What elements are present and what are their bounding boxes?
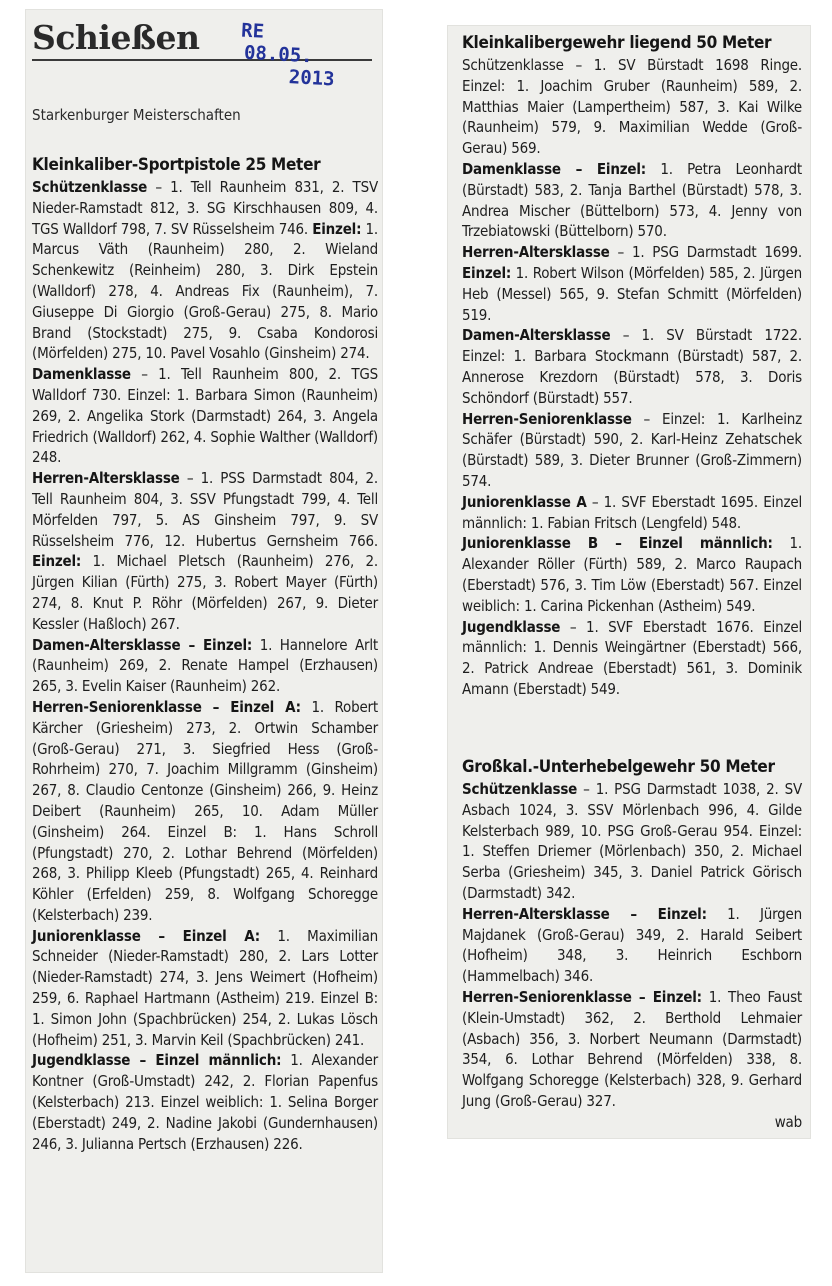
class-label: Damenklasse – Einzel: <box>462 159 646 178</box>
results-text: 1. Petra Leonhardt (Bürstadt) 583, 2. Tanja Barthel (Bürstadt) 578, 3. Andrea Mischer (Büttelborn) 573, 4. Jenny von Trzebiatowski (Büttelborn) 570. <box>462 159 802 241</box>
class-label: Damen-Altersklasse – Einzel: <box>32 635 253 654</box>
results-paragraph <box>462 904 802 987</box>
results-text: – 1. Tell Raunheim 831, 2. TSV Nieder-Ramstadt 812, 3. SG Kirschhausen 809, 4. TGS Walldorf 798, 7. SV Rüsselsheim 746. <box>32 178 378 238</box>
left-clipping <box>26 10 382 1272</box>
article-rifle-prone-50m <box>462 32 802 700</box>
class-label: Herren-Seniorenklasse – Einzel: <box>462 987 702 1006</box>
results-paragraph <box>32 468 378 634</box>
results-text: 1. Robert Wilson (Mörfelden) 585, 2. Jürgen Heb (Messel) 565, 9. Stefan Schmitt (Mörfelden) 519. <box>462 263 802 324</box>
results-text: – 1. Tell Raunheim 800, 2. TGS Walldorf 730. Einzel: 1. Barbara Simon (Raunheim) 269, 2. Angelika Stork (Darmstadt) 264, 3. Angela Friedrich (Walldorf) 262, 4. Sophie Walther (Walldorf) 248. <box>32 365 378 467</box>
results-text: Schützenklasse – 1. SV Bürstadt 1698 Ringe. Einzel: 1. Joachim Gruber (Raunheim) 589, 2. Matthias Maier (Lampertheim) 587, 3. Kai Wilke (Raunheim) 579, 9. Maximilian Wedde (Groß-Gerau) 569. <box>462 56 802 158</box>
class-label: Herren-Altersklasse – Einzel: <box>462 904 707 923</box>
class-label: Schützenklasse <box>32 178 148 196</box>
right-clipping <box>448 26 810 1138</box>
class-label: Einzel: <box>462 263 512 282</box>
results-text: 1. Alexander Kontner (Groß-Umstadt) 242, 2. Florian Papenfus (Kelsterbach) 213. Einzel weiblich: 1. Selina Borger (Eberstadt) 249, 2. Nadine Jakobi (Gundernhausen) 246, 3. Julianna Pertsch (Erzhausen) 226. <box>32 1051 378 1153</box>
results-paragraph <box>462 617 802 700</box>
class-label: Juniorenklasse A <box>462 492 587 511</box>
results-text: – Einzel: 1. Karlheinz Schäfer (Bürstadt) 590, 2. Karl-Heinz Zehatschek (Bürstadt) 589, 3. Dieter Brunner (Groß-Zimmern) 574. <box>462 409 802 490</box>
handwritten-date-note <box>238 20 337 91</box>
class-label: Jugendklasse – Einzel männlich: <box>32 1051 282 1070</box>
handwritten-line: 2013 <box>288 66 336 91</box>
results-paragraph <box>32 364 378 468</box>
results-paragraph <box>32 635 378 697</box>
article-heading: Großkal.-Unterhebelgewehr 50 Meter <box>462 757 775 777</box>
results-paragraph <box>462 159 802 242</box>
results-paragraph <box>462 779 802 904</box>
results-text: 1. Maximilian Schneider (Nieder-Ramstadt) 280, 2. Lars Lotter (Nieder-Ramstadt) 274, 3. Jens Weimert (Hofheim) 259, 6. Raphael Hartmann (Astheim) 219. Einzel B: 1. Simon John (Spachbrücken) 254, 2. Lukas Lösch (Hofheim) 251, 3. Marvin Keil (Spachbrücken) 241. <box>32 926 378 1049</box>
results-paragraph <box>32 1050 378 1154</box>
results-paragraph <box>462 987 802 1112</box>
results-text: 1. Michael Pletsch (Raunheim) 276, 2. Jürgen Kilian (Fürth) 275, 3. Robert Mayer (Fürth) 274, 8. Knut P. Röhr (Mörfelden) 267, 9. Dieter Kessler (Haßloch) 267. <box>32 552 378 633</box>
results-paragraph <box>462 55 802 159</box>
article-pistol-25m <box>32 154 378 1154</box>
results-text: 1. Robert Kärcher (Griesheim) 273, 2. Ortwin Schamber (Groß-Gerau) 271, 3. Siegfried Hess (Groß-Rohrheim) 270, 7. Joachim Millgramm (Ginsheim) 267, 8. Claudio Centonze (Ginsheim) 266, 9. Heinz Deibert (Raunheim) 265, 10. Adam Müller (Ginsheim) 264. Einzel B: 1. Hans Schroll (Pfungstadt) 270, 2. Lothar Behrend (Mörfelden) 268, 3. Philipp Kleeb (Pfungstadt) 265, 4. Reinhard Köhler (Erfelden) 259, 8. Wolfgang Schoregge (Kelsterbach) 239. <box>32 697 378 924</box>
handwritten-line: 08.05. <box>243 41 314 68</box>
class-label: Herren-Seniorenklasse – Einzel A: <box>32 697 301 716</box>
class-label: Damen-Altersklasse <box>462 326 611 345</box>
class-label: Schützenklasse <box>462 780 578 798</box>
results-text: 1. Alexander Röller (Fürth) 589, 2. Marco Raupach (Eberstadt) 576, 3. Tim Löw (Eberstadt) 567. Einzel weiblich: 1. Carina Pickenhan (Astheim) 549. <box>462 534 802 615</box>
results-paragraph <box>32 697 378 926</box>
class-label: Juniorenklasse – Einzel A: <box>32 926 261 945</box>
class-label: Einzel: <box>32 552 82 571</box>
results-paragraph <box>462 325 802 408</box>
results-text: 1. Jürgen Majdanek (Groß-Gerau) 349, 2. Harald Seibert (Hofheim) 348, 3. Heinrich Eschborn (Hammelbach) 346. <box>462 904 802 986</box>
handwritten-line: RE <box>240 19 265 43</box>
results-paragraph <box>462 533 802 616</box>
results-text: – 1. PSS Darmstadt 804, 2. Tell Raunheim 804, 3. SSV Pfungstadt 799, 4. Tell Mörfelden 797, 5. AS Ginsheim 797, 9. SV Rüsselsheim 776, 12. Hubertus Gernsheim 766. <box>32 469 378 550</box>
results-text: 1. Theo Faust (Klein-Umstadt) 362, 2. Berthold Lehmaier (Asbach) 356, 3. Norbert Neumann (Darmstadt) 354, 6. Lothar Behrend (Mörfelden) 338, 8. Wolfgang Schoregge (Kelsterbach) 328, 9. Gerhard Jung (Groß-Gerau) 327. <box>462 987 802 1110</box>
class-label: Herren-Altersklasse <box>462 243 610 262</box>
subtitle: Starkenburger Meisterschaften <box>32 106 241 124</box>
results-paragraph <box>32 926 378 1051</box>
results-paragraph <box>462 492 802 534</box>
results-text: – 1. SV Bürstadt 1722. Einzel: 1. Barbara Stockmann (Bürstadt) 587, 2. Annerose Krezdorn (Bürstadt) 578, 3. Doris Schöndorf (Bürstadt) 557. <box>462 326 802 407</box>
class-label: Einzel: <box>312 219 362 238</box>
results-paragraph <box>32 177 378 364</box>
author-signature: wab <box>774 1112 802 1131</box>
results-text: – 1. PSG Darmstadt 1699. <box>609 243 802 262</box>
results-text: 1. Marcus Väth (Raunheim) 280, 2. Wieland Schenkewitz (Reinheim) 280, 3. Dirk Epstein (Walldorf) 278, 4. Andreas Fix (Raunheim), 7. Giuseppe Di Giorgio (Groß-Gerau) 275, 8. Mario Brand (Stockstadt) 275, 9. Csaba Kondorosi (Mörfelden) 275, 10. Pavel Vosahlo (Ginsheim) 274. <box>32 219 378 363</box>
class-label: Juniorenklasse B – Einzel männlich: <box>462 534 773 553</box>
article-lever-rifle-50m <box>462 756 802 1133</box>
results-text: 1. Hannelore Arlt (Raunheim) 269, 2. Renate Hampel (Erzhausen) 265, 3. Evelin Kaiser (Raunheim) 262. <box>32 635 378 696</box>
results-text: – 1. SVF Eberstadt 1676. Einzel männlich: 1. Dennis Weingärtner (Eberstadt) 566, 2. Patrick Andreae (Eberstadt) 561, 3. Dominik Amann (Eberstadt) 549. <box>462 617 802 698</box>
results-text: – 1. PSG Darmstadt 1038, 2. SV Asbach 1024, 3. SSV Mörlenbach 996, 4. Gilde Kelsterbach 989, 10. PSG Groß-Gerau 954. Einzel: 1. Steffen Driemer (Mörlenbach) 350, 2. Michael Serba (Griesheim) 345, 3. Daniel Patrick Görisch (Darmstadt) 342. <box>462 780 802 902</box>
section-title: Schießen <box>32 18 200 57</box>
class-label: Herren-Altersklasse <box>32 469 180 488</box>
article-heading: Kleinkalibergewehr liegend 50 Meter <box>462 33 772 53</box>
class-label: Damenklasse <box>32 365 131 384</box>
class-label: Herren-Seniorenklasse <box>462 409 632 428</box>
results-paragraph <box>462 242 802 325</box>
results-paragraph <box>462 409 802 492</box>
class-label: Jugendklasse <box>462 617 561 636</box>
results-text: – 1. SVF Eberstadt 1695. Einzel männlich: 1. Fabian Fritsch (Lengfeld) 548. <box>462 492 802 532</box>
article-heading: Kleinkaliber-Sportpistole 25 Meter <box>32 155 321 175</box>
